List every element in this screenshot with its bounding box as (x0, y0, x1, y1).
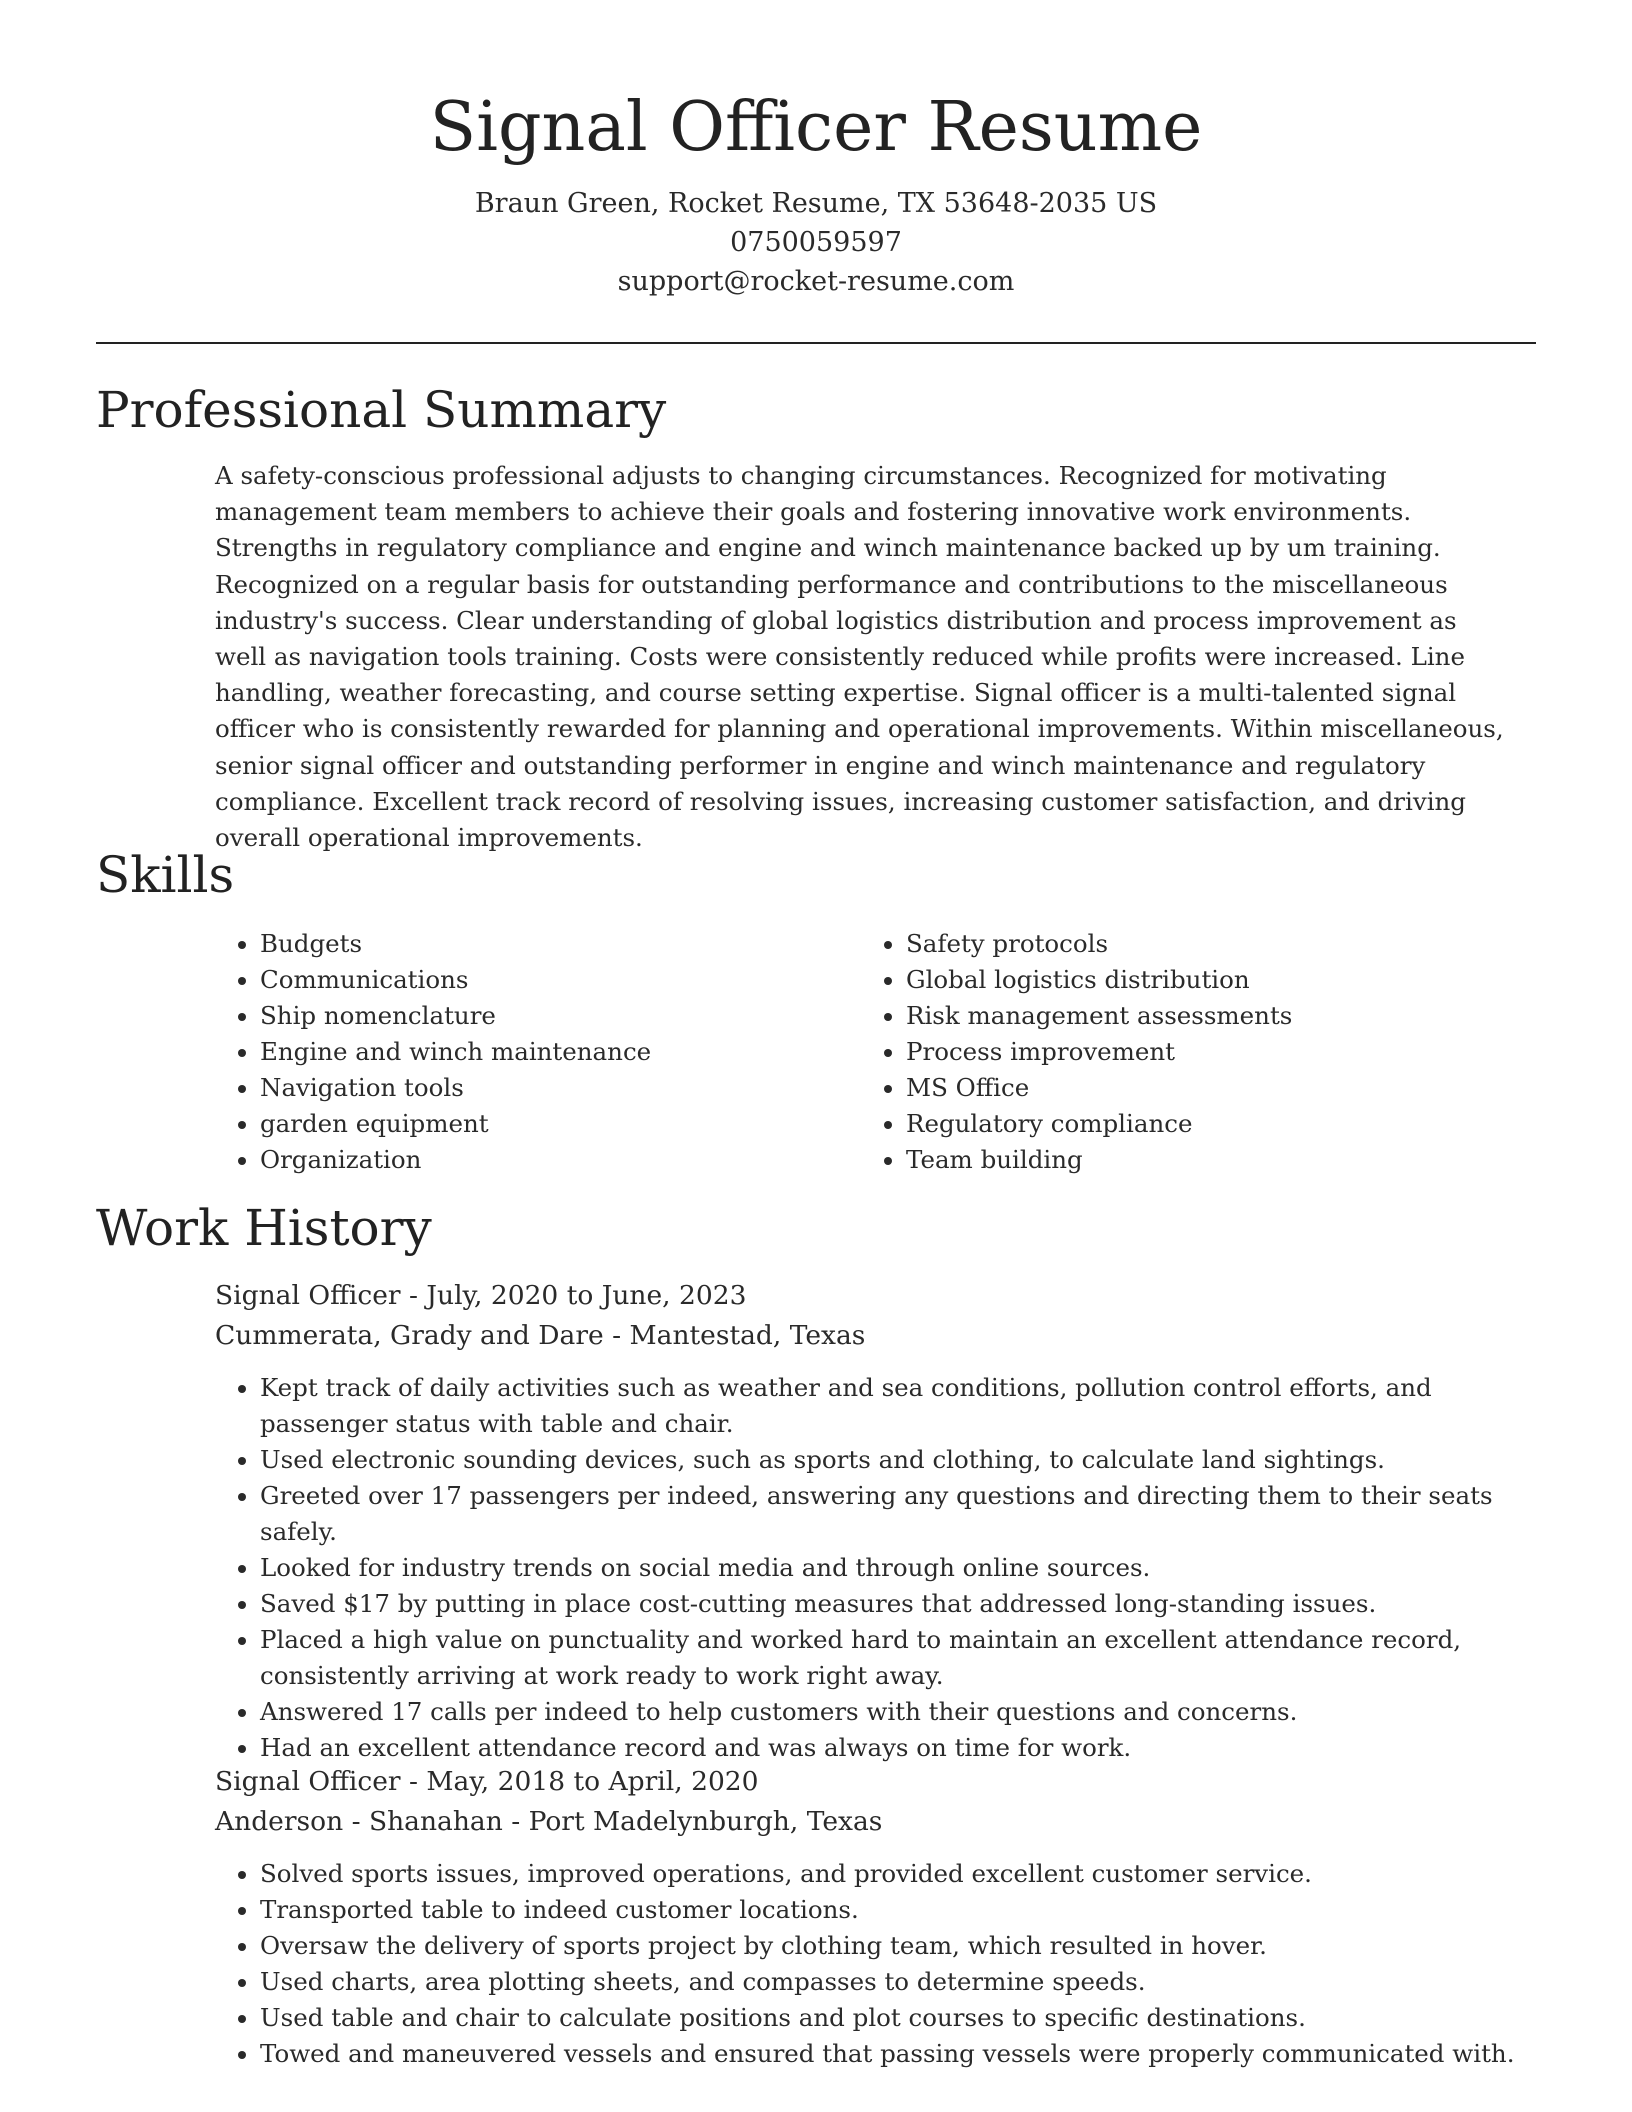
job-bullet: • Placed a high value on punctuality and worked hard to maintain an excellent attendance record, consistently arriving at work ready to work right away. (260, 1622, 1515, 1694)
job-bullet: • Had an excellent attendance record and was always on time for work. (260, 1730, 1515, 1766)
skill-item: • MS Office (906, 1070, 1461, 1106)
skill-item: • Team building (906, 1142, 1461, 1178)
skill-item: • Global logistics distribution (906, 962, 1461, 998)
job-bullets (215, 1370, 1515, 1766)
job-bullet: • Greeted over 17 passengers per indeed, answering any questions and directing them to their seats safely. (260, 1478, 1515, 1550)
skill-item: • Organization (260, 1142, 815, 1178)
job-dates: July, 2020 to June, 2023 (426, 1280, 747, 1311)
contact-info (0, 184, 1632, 301)
job-bullet: • Answered 17 calls per indeed to help customers with their questions and concerns. (260, 1694, 1515, 1730)
skill-item: • Risk management assessments (906, 998, 1461, 1034)
job-company: Cummerata, Grady and Dare (215, 1320, 604, 1351)
job-company-line: Anderson - Shanahan - Port Madelynburgh, Texas (215, 1806, 883, 1837)
job-bullet: • Oversaw the delivery of sports project by clothing team, which resulted in hover. (260, 1928, 1515, 1964)
skills-column-right (861, 926, 1461, 1178)
work-history-heading: Work History (96, 1199, 432, 1257)
skill-item: • Process improvement (906, 1034, 1461, 1070)
job-entry (215, 1762, 1515, 2072)
skills-list-right (861, 926, 1461, 1178)
job-dates: May, 2018 to April, 2020 (426, 1766, 759, 1797)
header-divider (96, 342, 1536, 344)
skill-item: • Navigation tools (260, 1070, 815, 1106)
skill-item: • Budgets (260, 926, 815, 962)
job-bullet: • Kept track of daily activities such as weather and sea conditions, pollution control efforts, and passenger status with table and chair. (260, 1370, 1515, 1442)
job-bullet: • Saved $17 by putting in place cost-cutting measures that addressed long-standing issues. (260, 1586, 1515, 1622)
job-title-line: Signal Officer - May, 2018 to April, 2020 (215, 1766, 759, 1797)
contact-phone: 0750059597 (730, 227, 902, 258)
job-bullet: • Used electronic sounding devices, such as sports and clothing, to calculate land sightings. (260, 1442, 1515, 1478)
job-entry (215, 1276, 1515, 1766)
job-bullet: • Used charts, area plotting sheets, and compasses to determine speeds. (260, 1964, 1515, 2000)
skills-heading: Skills (96, 846, 235, 904)
job-bullet: • Towed and maneuvered vessels and ensured that passing vessels were properly communicated with. (260, 2036, 1515, 2072)
job-bullets (215, 1856, 1515, 2072)
job-location: Mantestad, Texas (629, 1320, 866, 1351)
summary-text: A safety-conscious professional adjusts to changing circumstances. Recognized for motivating management team members to achieve their goals and fostering innovative work environments. Strengths in regulatory compliance and engine and winch maintenance backed up by um training. Recognized on a regular basis for outstanding performance and contributions to the miscellaneous industry's success. Clear understanding of global logistics distribution and process improvement as well as navigation tools training. Costs were consistently reduced while profits were increased. Line handling, weather forecasting, and course setting expertise. Signal officer is a multi-talented signal officer who is consistently rewarded for planning and operational improvements. Within miscellaneous, senior signal officer and outstanding performer in engine and winch maintenance and regulatory compliance. Excellent track record of resolving issues, increasing customer satisfaction, and driving overall operational improvements. (215, 461, 1504, 853)
skills-list-left (215, 926, 815, 1178)
job-title-line: Signal Officer - July, 2020 to June, 2023 (215, 1280, 747, 1311)
job-location: Port Madelynburgh, Texas (528, 1806, 883, 1837)
skill-item: • Ship nomenclature (260, 998, 815, 1034)
job-bullet: • Transported table to indeed customer locations. (260, 1892, 1515, 1928)
skill-item: • Communications (260, 962, 815, 998)
job-title: Signal Officer (215, 1766, 401, 1797)
job-bullet: • Looked for industry trends on social media and through online sources. (260, 1550, 1515, 1586)
skill-item: • Regulatory compliance (906, 1106, 1461, 1142)
summary-body (215, 458, 1515, 856)
skills-column-left (215, 926, 815, 1178)
job-bullet: • Used table and chair to calculate positions and plot courses to specific destinations. (260, 2000, 1515, 2036)
job-company-line: Cummerata, Grady and Dare - Mantestad, Texas (215, 1320, 866, 1351)
summary-heading: Professional Summary (96, 381, 667, 439)
contact-address: Braun Green, Rocket Resume, TX 53648-2035 US (474, 188, 1158, 219)
job-company: Anderson - Shanahan (215, 1806, 503, 1837)
page-title: Signal Officer Resume (429, 88, 1203, 167)
skill-item: • Engine and winch maintenance (260, 1034, 815, 1070)
job-title: Signal Officer (215, 1280, 401, 1311)
resume-header (0, 82, 1632, 301)
skill-item: • Safety protocols (906, 926, 1461, 962)
contact-email: support@rocket-resume.com (617, 266, 1015, 297)
job-bullet: • Solved sports issues, improved operations, and provided excellent customer service. (260, 1856, 1515, 1892)
skill-item: • garden equipment (260, 1106, 815, 1142)
